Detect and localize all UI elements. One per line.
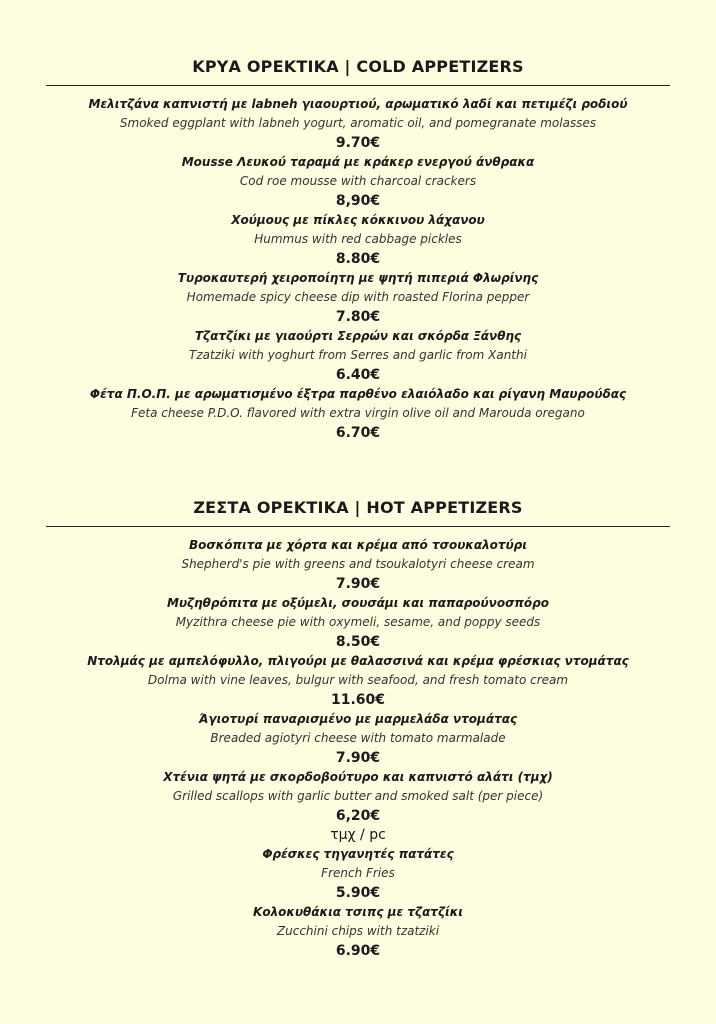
item-price: 6.40€ [335,367,381,383]
menu-item [0,768,716,845]
item-name-english: Feta cheese P.D.O. flavored with extra virgin olive oil and Marouda oregano [131,406,585,420]
item-price: 8.50€ [335,634,381,650]
item-name-english: Tzatziki with yoghurt from Serres and garlic from Xanthi [189,348,527,362]
item-price: 6.90€ [335,943,381,959]
item-name-english: Shepherd's pie with greens and tsoukalotyri cheese cream [181,557,535,571]
menu-list [0,536,716,961]
item-name-english: French Fries [321,866,395,880]
item-name-english: Smoked eggplant with labneh yogurt, aromatic oil, and pomegranate molasses [119,116,597,130]
menu-item [0,95,716,153]
item-name-greek: Φέτα Π.Ο.Π. με αρωματισμένο έξτρα παρθένο ελαιόλαδο και ρίγανη Μαυρούδας [89,387,627,401]
item-name-english: Breaded agiotyri cheese with tomato marmalade [210,731,506,745]
divider [46,85,670,86]
item-name-greek: Ντολμάς με αμπελόφυλλο, πλιγούρι με θαλασσινά και κρέμα φρέσκιας ντομάτας [87,654,629,668]
item-name-greek: Κολοκυθάκια τσιπς με τζατζίκι [253,905,463,919]
cold-appetizers-section [0,56,716,443]
item-name-greek: Άγιοτυρί παναρισμένο με μαρμελάδα ντομάτας [198,712,518,726]
item-price: 5.90€ [335,885,381,901]
item-name-english: Cod roe mousse with charcoal crackers [239,174,477,188]
item-price: 9.70€ [335,135,381,151]
item-unit-note: τμχ / pc [330,827,386,843]
menu-item [0,594,716,652]
item-name-english: Grilled scallops with garlic butter and smoked salt (per piece) [172,789,544,803]
item-price: 11.60€ [330,692,386,708]
menu-item [0,652,716,710]
item-name-greek: Μελιτζάνα καπνιστή με labneh γιαουρτιού, αρωματικό λαδί και πετιμέζι ροδιού [88,97,628,111]
item-name-english: Zucchini chips with tzatziki [276,924,440,938]
menu-item [0,845,716,903]
item-name-greek: Mousse Λευκού ταραμά με κράκερ ενεργού άνθρακα [181,155,535,169]
item-name-english: Homemade spicy cheese dip with roasted Florina pepper [186,290,530,304]
menu-item [0,710,716,768]
item-price: 8,90€ [335,193,381,209]
hot-appetizers-section [0,497,716,961]
menu-item [0,903,716,961]
item-price: 7.90€ [335,576,381,592]
item-price: 7.90€ [335,750,381,766]
menu-list [0,95,716,443]
menu-item [0,385,716,443]
section-title: ΚΡΥΑ ΟΡΕΚΤΙΚΑ | COLD APPETIZERS [192,57,524,76]
item-price: 6,20€ [335,808,381,824]
item-price: 7.80€ [335,309,381,325]
section-title: ΖΕΣΤΑ ΟΡΕΚΤΙΚΑ | HOT APPETIZERS [193,498,523,517]
menu-item [0,269,716,327]
item-name-greek: Τζατζίκι με γιαούρτι Σερρών και σκόρδα Ξάνθης [194,329,522,343]
item-name-greek: Χτένια ψητά με σκορδοβούτυρο και καπνιστό αλάτι (τμχ) [163,770,553,784]
item-name-english: Hummus with red cabbage pickles [254,232,462,246]
item-name-english: Dolma with vine leaves, bulgur with seafood, and fresh tomato cream [147,673,569,687]
item-price: 6.70€ [335,425,381,441]
menu-item [0,153,716,211]
item-name-greek: Φρέσκες τηγανητές πατάτες [262,847,454,861]
menu-item [0,211,716,269]
item-price: 8.80€ [335,251,381,267]
item-name-greek: Χούμους με πίκλες κόκκινου λάχανου [231,213,485,227]
menu-item [0,327,716,385]
item-name-greek: Μυζηθρόπιτα με οξύμελι, σουσάμι και παπαρούνοσπόρο [167,596,549,610]
item-name-english: Myzithra cheese pie with oxymeli, sesame, and poppy seeds [175,615,541,629]
item-name-greek: Τυροκαυτερή χειροποίητη με ψητή πιπεριά Φλωρίνης [177,271,539,285]
menu-item [0,536,716,594]
divider [46,526,670,527]
item-name-greek: Βοσκόπιτα με χόρτα και κρέμα από τσουκαλοτύρι [189,538,527,552]
